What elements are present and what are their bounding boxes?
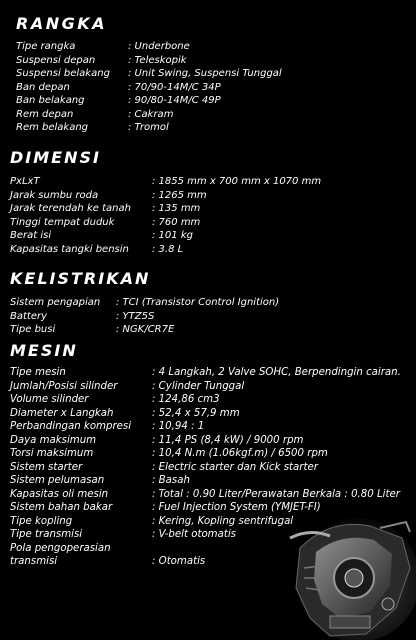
spec-label: Battery: [10, 310, 48, 322]
spec-row: [16, 81, 416, 95]
spec-value: : 70/90-14M/C 34P: [128, 81, 221, 93]
spec-row: [10, 407, 410, 421]
spec-row: [10, 515, 410, 529]
section-title-kelistrikan: KELISTRIKAN: [10, 269, 151, 288]
spec-row: [16, 67, 416, 81]
spec-row: [10, 393, 410, 407]
spec-label: Rem depan: [16, 108, 74, 120]
spec-row: [16, 94, 416, 108]
spec-row: [10, 175, 410, 189]
spec-value: : 1855 mm x 700 mm x 1070 mm: [152, 176, 322, 187]
spec-label: Tipe rangka: [16, 41, 76, 52]
spec-value: : 101 kg: [152, 230, 193, 241]
section-title-dimensi: DIMENSI: [10, 148, 101, 167]
spec-label: Sistem pelumasan: [10, 475, 105, 486]
spec-row: [10, 488, 410, 502]
section-title-rangka: RANGKA: [16, 14, 108, 33]
spec-label: PxLxT: [10, 176, 40, 187]
spec-row: [10, 296, 410, 310]
spec-label: Sistem bahan bakar: [10, 502, 113, 513]
spec-label: Tinggi tempat duduk: [10, 216, 115, 228]
spec-value: : Basah: [152, 475, 190, 486]
spec-row: [16, 40, 416, 54]
kelistrikan-spec-list: [10, 296, 410, 337]
spec-value: : 124,86 cm3: [152, 394, 220, 405]
section-title-mesin: MESIN: [10, 341, 78, 360]
mesin-spec-list: [10, 366, 410, 569]
spec-row: [10, 189, 410, 203]
spec-row: [10, 229, 410, 243]
spec-value: : 4 Langkah, 2 Valve SOHC, Berpendingin cairan.: [152, 367, 401, 378]
spec-value: : Cakram: [128, 108, 174, 120]
spec-value: : 760 mm: [152, 216, 201, 228]
spec-label: Kapasitas tangki bensin: [10, 243, 129, 255]
spec-value: : 10,4 N.m (1.06kgf.m) / 6500 rpm: [152, 448, 328, 459]
spec-row: [10, 474, 410, 488]
spec-value: : Otomatis: [152, 556, 206, 567]
spec-row: [10, 243, 410, 257]
spec-value: : Teleskopik: [128, 54, 187, 66]
spec-value: : Electric starter dan Kick starter: [152, 461, 318, 473]
spec-label: Berat isi: [10, 230, 52, 241]
spec-label: transmisi: [10, 556, 58, 567]
spec-label: Volume silinder: [10, 394, 89, 405]
spec-value: : 11,4 PS (8,4 kW) / 9000 rpm: [152, 434, 304, 446]
spec-value: : 1265 mm: [152, 189, 207, 201]
spec-label: Perbandingan kompresi: [10, 421, 132, 432]
spec-row: [10, 310, 410, 324]
spec-label: Sistem pengapian: [10, 297, 101, 308]
spec-value: : Cylinder Tunggal: [152, 380, 245, 392]
spec-label: Tipe transmisi: [10, 529, 83, 540]
spec-label: Tipe busi: [10, 324, 56, 335]
spec-row: [16, 54, 416, 68]
spec-label: Suspensi belakang: [16, 68, 110, 79]
spec-value: : Kering, Kopling sentrifugal: [152, 515, 294, 527]
spec-row: [10, 555, 410, 569]
spec-row: [10, 216, 410, 230]
spec-value: : 52,4 x 57,9 mm: [152, 407, 240, 419]
spec-row: [10, 447, 410, 461]
spec-label: Tipe mesin: [10, 367, 66, 378]
spec-label: Sistem starter: [10, 461, 83, 473]
spec-row: [10, 501, 410, 515]
spec-row: [10, 528, 410, 542]
spec-row: [10, 434, 410, 448]
spec-label: Ban depan: [16, 81, 70, 93]
spec-value: : Underbone: [128, 41, 190, 52]
spec-label: Tipe kopling: [10, 515, 73, 527]
spec-row: [10, 380, 410, 394]
spec-value: : 135 mm: [152, 203, 201, 214]
spec-row: [16, 108, 416, 122]
spec-value: : Total : 0.90 Liter/Perawatan Berkala : 0.80 Liter: [152, 488, 400, 500]
spec-label: Diameter x Langkah: [10, 407, 114, 419]
spec-row: [10, 542, 410, 556]
spec-value: : Fuel Injection System (YMJET-FI): [152, 502, 321, 513]
spec-label: Daya maksimum: [10, 434, 97, 446]
spec-row: [10, 420, 410, 434]
rangka-spec-list: [16, 40, 416, 135]
spec-value: : TCI (Transistor Control Ignition): [116, 297, 280, 308]
spec-row: [16, 121, 416, 135]
spec-value: : V-belt otomatis: [152, 529, 236, 540]
spec-value: : 90/80-14M/C 49P: [128, 95, 221, 106]
spec-label: Ban belakang: [16, 95, 85, 106]
spec-value: : 10,94 : 1: [152, 421, 205, 432]
spec-row: [10, 323, 410, 337]
spec-label: Jarak terendah ke tanah: [10, 203, 131, 214]
spec-label: Jarak sumbu roda: [10, 189, 99, 201]
spec-value: : Unit Swing, Suspensi Tunggal: [128, 68, 282, 79]
spec-label: Kapasitas oli mesin: [10, 488, 109, 500]
spec-value: : YTZ5S: [116, 310, 155, 322]
spec-label: Rem belakang: [16, 122, 89, 133]
spec-label: Suspensi depan: [16, 54, 96, 66]
spec-value: : 3.8 L: [152, 243, 184, 255]
spec-value: : Tromol: [128, 122, 169, 133]
spec-row: [10, 366, 410, 380]
dimensi-spec-list: [10, 175, 410, 256]
spec-row: [10, 202, 410, 216]
spec-row: [10, 461, 410, 475]
spec-label: Jumlah/Posisi silinder: [10, 380, 118, 392]
spec-value: : NGK/CR7E: [116, 324, 175, 335]
spec-label: Torsi maksimum: [10, 448, 94, 459]
spec-label: Pola pengoperasian: [10, 542, 111, 554]
